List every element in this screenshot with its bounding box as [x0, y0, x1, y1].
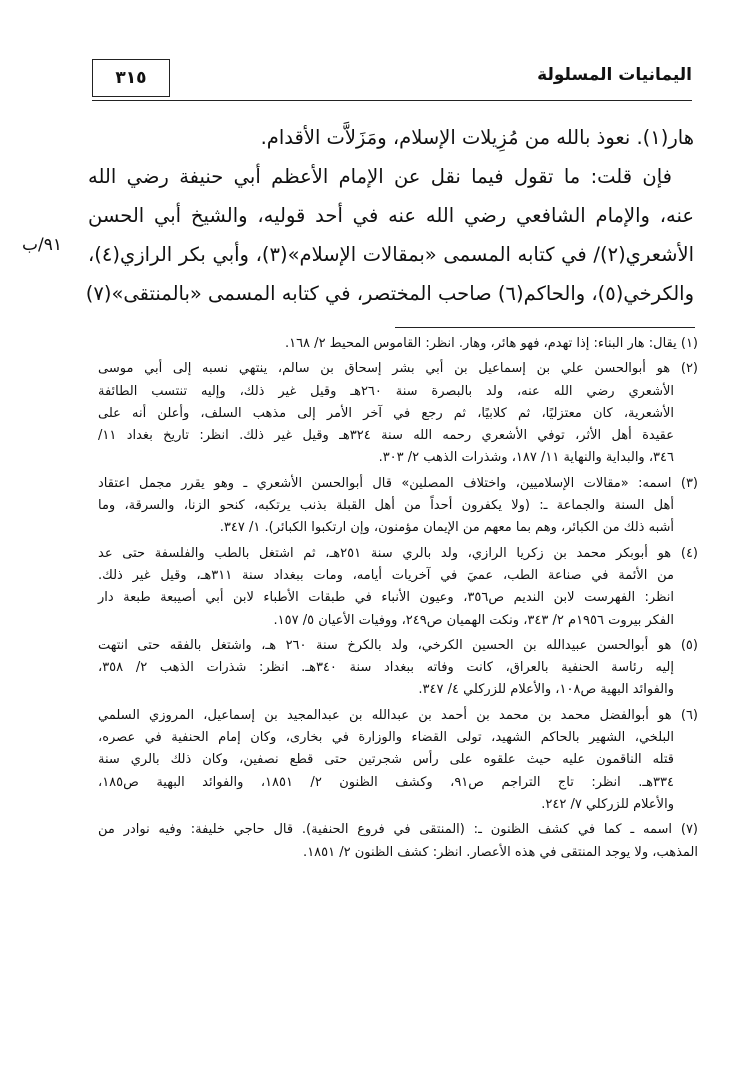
footnote-line: قتله الناقمون عليه حيث علقوه على رأس شجرتين حتى قطع نصفين، وكان ذلك بالري سنة [98, 752, 674, 768]
footnote-line: إليه رئاسة الحنفية بالعراق، كانت وفاته ببغداد سنة ٣٤٠هـ. انظر: شذرات الذهب ٢/ ٣٥٨، [98, 660, 674, 676]
main-text-line: الأشعري(٢)/ في كتابه المسمى «بمقالات الإسلام»(٣)، وأبي بكر الرازي(٤)، [88, 243, 694, 266]
footnote-line: من الأئمة في صناعة الطب، عميَ في آخريات أيامه، ومات ببغداد سنة ٣١١هـ، وقيل غير ذلك. [98, 567, 675, 583]
footnote-5 [98, 635, 698, 702]
main-text-line: هار(١). نعوذ بالله من مُزِيلات الإسلام، ومَزَلاَّت الأقدام. [260, 126, 694, 149]
footnote-line: الأشعري رضي الله عنه، ولد بالبصرة سنة ٢٦٠هـ وقيل غير ذلك، وإليه تنتسب الطائفة [98, 383, 674, 399]
footnote-1 [98, 333, 698, 355]
footnote-line: (١) يقال: هار البناء: إذا تهدم، فهو هائر، وهار. انظر: القاموس المحيط ٢/ ١٦٨. [284, 336, 698, 351]
manuscript-folio-note: ٩١/ب [22, 235, 62, 255]
footnote-line: انظر: الفهرست لابن النديم ص٣٥٦، وعيون الأنباء في طبقات الأطباء لابن أبي أصيبعة طبعة دار [98, 590, 674, 606]
footnote-line: والأعلام للزركلي ٧/ ٢٤٢. [541, 796, 674, 812]
main-text-line: فإن قلت: ما تقول فيما نقل عن الإمام الأعظم أبي حنيفة رضي الله [88, 165, 672, 188]
footnotes [98, 333, 698, 867]
footnote-line: (٢) هو أبوالحسن علي بن إسماعيل بن أبي بشر إسحاق بن سالم، ينتهي نسبه إلى أبي موسى [98, 361, 698, 377]
main-paragraph [88, 118, 694, 157]
main-paragraph [88, 157, 694, 196]
footnote-line: (٤) هو أبوبكر محمد بن زكريا الرازي، ولد بالري سنة ٢٥١هـ، ثم اشتغل بالطب والفلسفة حتى عد [98, 545, 698, 561]
running-title: اليمانيات المسلولة [537, 65, 692, 85]
footnote-line: ٣٣٤هـ. انظر: تاج التراجم ص٩١، وكشف الظنون ٢/ ١٨٥١، والفوائد البهية ص١٨٥، [98, 774, 674, 790]
main-text [22, 118, 694, 313]
footnote-line: الفكر بيروت ١٩٥٦م ٢/ ٣٤٣، ونكت الهميان ص٢٤٩، ووفيات الأعيان ٥/ ١٥٧. [273, 612, 674, 628]
page-number: ٣١٥ [92, 59, 170, 97]
footnote-line: أشبه ذلك من الكبائر، وهم بما معهم من الإيمان مؤمنون، وإن ارتكبوا الكبائر). ١/ ٣٤٧. [219, 520, 674, 536]
footnote-7 [98, 819, 698, 864]
footnote-separator [395, 327, 695, 328]
footnote-6 [98, 705, 698, 816]
main-text-line: والكرخي(٥)، والحاكم(٦) صاحب المختصر، في كتابه المسمى «بالمنتقى»(٧) [85, 282, 694, 305]
footnote-line: (٦) هو أبوالفضل محمد بن محمد بن أحمد بن عبدالله بن عبدالمجيد بن إسماعيل، المروزي السلمي [98, 707, 698, 723]
footnote-line: ٣٤٦، والبداية والنهاية ١١/ ١٨٧، وشذرات الذهب ٢/ ٣٠٣. [378, 450, 674, 466]
footnote-3 [98, 473, 698, 540]
footnote-2 [98, 358, 698, 469]
footnote-line: المذهب، ولا يوجد المنتقى في هذه الأعصار. انظر: كشف الظنون ٢/ ١٨٥١. [303, 844, 698, 860]
footnote-line: الأشعرية، كان معتزليًا، ثم كلابيًا، ثم رجع في آخر الأمر إلى مذهب السلف، وأعلن أنه على [98, 405, 674, 421]
main-text-line: عنه، والإمام الشافعي رضي الله عنه في أحد قوليه، والشيخ أبي الحسن [88, 204, 694, 227]
footnote-4 [98, 543, 698, 632]
header-rule [92, 100, 692, 101]
footnote-line: (٥) هو أبوالحسن عبيدالله بن الحسين الكرخي، ولد بالكرخ سنة ٢٦٠ هـ، واشتغل بالفقه حتى انتهت [98, 637, 698, 653]
footnote-line: والفوائد البهية ص١٠٨، والأعلام للزركلي ٤/ ٣٤٧. [418, 682, 674, 698]
footnote-line: عقيدة أهل الأثر، توفي الأشعري رحمه الله سنة ٣٢٤هـ وقيل غير ذلك. انظر: تاريخ بغداد ١١/ [98, 428, 674, 444]
footnote-line: البلخي، الشهير بالحاكم الشهيد، تولى القضاء والوزارة في بخارى، وكان إمام الحنفية في عصره، [98, 730, 674, 746]
main-paragraph [85, 196, 694, 313]
footnote-line: أهل السنة والجماعة ـ: (ولا يكفرون أحداً من أهل القبلة بذنب يرتكبه، كنحو الزنا، والسرقة، وما [98, 498, 674, 514]
footnote-line: (٣) اسمه: «مقالات الإسلاميين، واختلاف المصلين» قال أبوالحسن الأشعري ـ وهو يقرر مجمل اعتقاد [98, 475, 698, 491]
footnote-line: (٧) اسمه ـ كما في كشف الظنون ـ: (المنتقى في فروع الحنفية). قال حاجي خليفة: وفيه نوادر من [98, 822, 698, 838]
page-header [92, 59, 692, 101]
